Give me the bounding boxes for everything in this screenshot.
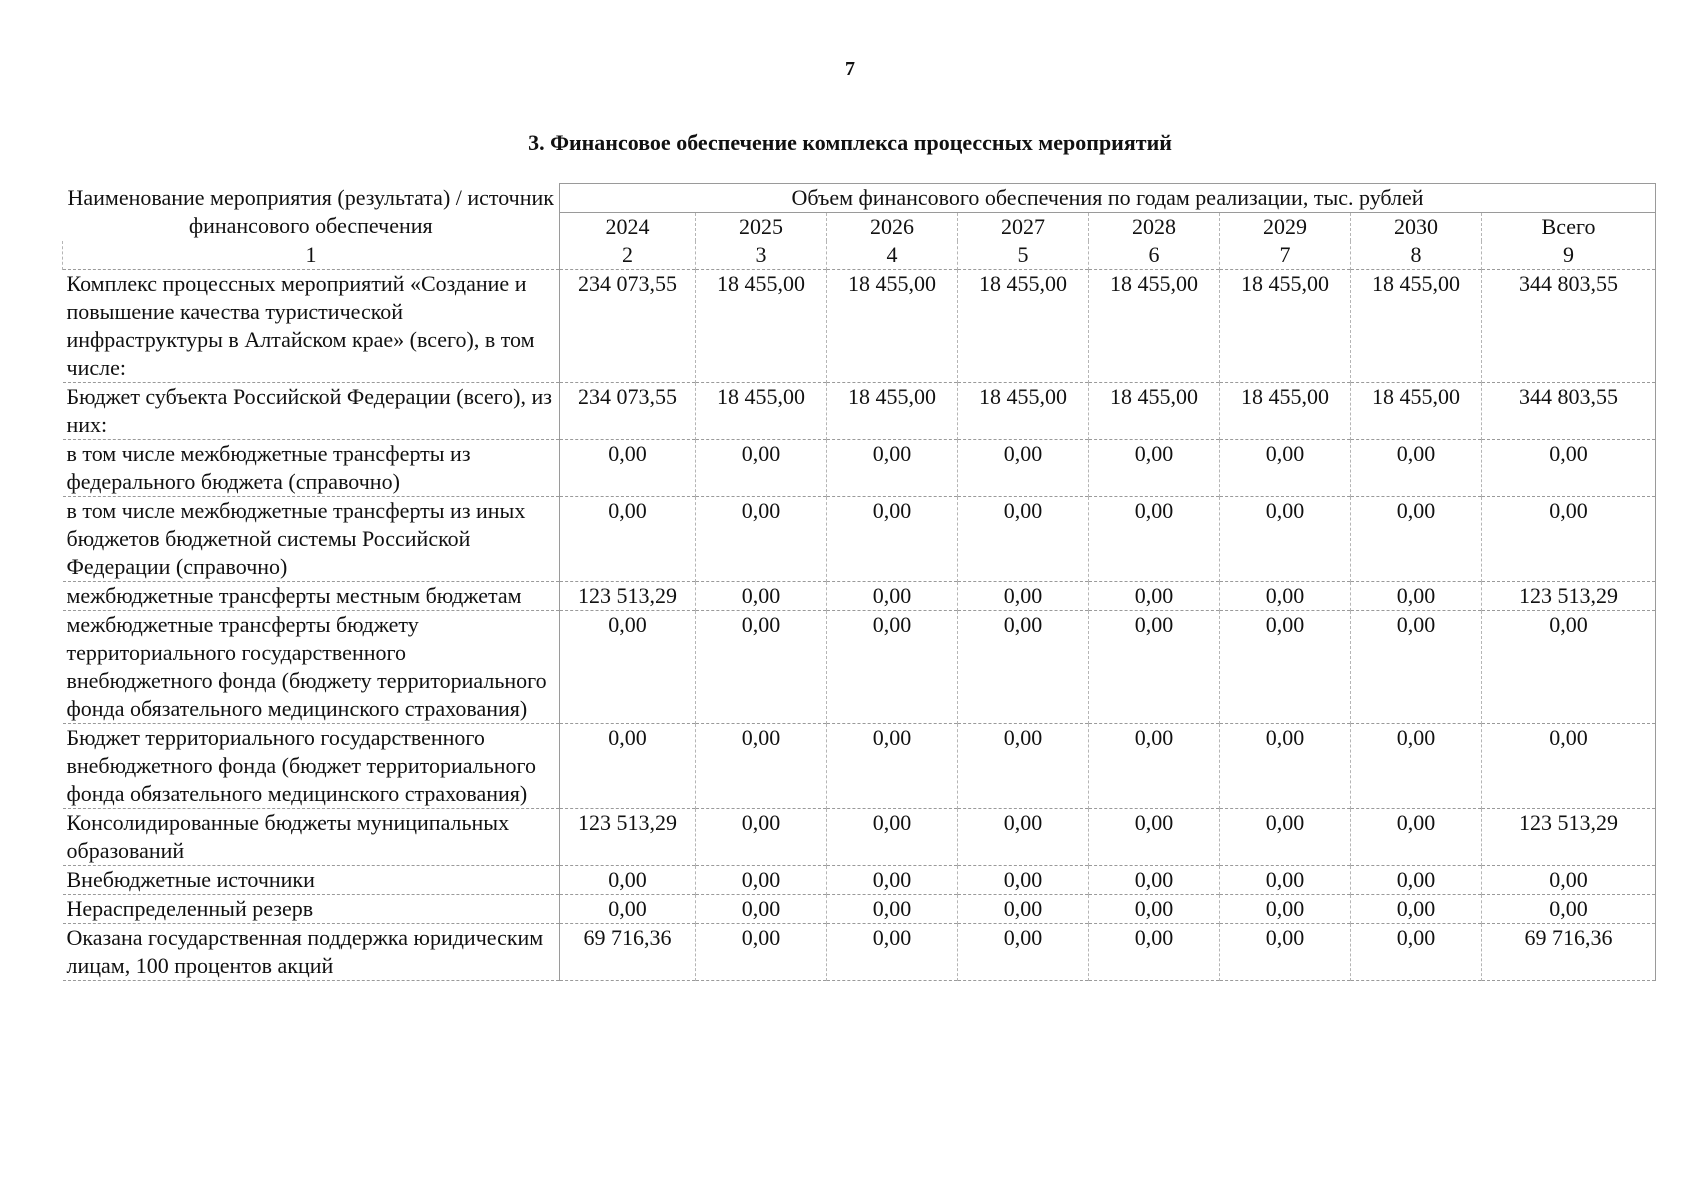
cell-value: 0,00 — [1089, 611, 1220, 724]
cell-value: 0,00 — [696, 809, 827, 866]
cell-value: 234 073,55 — [560, 383, 696, 440]
table-body — [63, 270, 1656, 981]
column-number: 9 — [1482, 241, 1656, 270]
row-name: в том числе межбюджетные трансферты из федерального бюджета (справочно) — [63, 440, 560, 497]
cell-value: 123 513,29 — [560, 582, 696, 611]
row-name: Бюджет субъекта Российской Федерации (всего), из них: — [63, 383, 560, 440]
page-number: 7 — [845, 58, 855, 80]
section-title: 3. Финансовое обеспечение комплекса процессных мероприятий — [528, 130, 1172, 155]
cell-value: 0,00 — [827, 497, 958, 582]
total-header: Всего — [1482, 213, 1656, 242]
cell-total: 69 716,36 — [1482, 924, 1656, 981]
cell-value: 0,00 — [827, 866, 958, 895]
cell-value: 123 513,29 — [560, 809, 696, 866]
cell-value: 0,00 — [696, 895, 827, 924]
table-row — [63, 866, 1656, 895]
table-header-row — [63, 184, 1656, 213]
cell-value: 0,00 — [560, 497, 696, 582]
cell-value: 0,00 — [1089, 895, 1220, 924]
table-row — [63, 497, 1656, 582]
cell-value: 0,00 — [1089, 809, 1220, 866]
cell-value: 0,00 — [1351, 724, 1482, 809]
cell-value: 0,00 — [560, 895, 696, 924]
year-header: 2030 — [1351, 213, 1482, 242]
cell-value: 0,00 — [1089, 440, 1220, 497]
cell-value: 0,00 — [1220, 895, 1351, 924]
year-header: 2026 — [827, 213, 958, 242]
cell-total: 0,00 — [1482, 497, 1656, 582]
cell-value: 0,00 — [958, 895, 1089, 924]
cell-value: 69 716,36 — [560, 924, 696, 981]
cell-value: 18 455,00 — [827, 270, 958, 383]
row-name: Консолидированные бюджеты муниципальных образований — [63, 809, 560, 866]
cell-total: 123 513,29 — [1482, 582, 1656, 611]
cell-value: 0,00 — [1351, 866, 1482, 895]
row-name: Комплекс процессных мероприятий «Создание и повышение качества туристической инфраструктуры в Алтайском крае» (всего), в том числе: — [63, 270, 560, 383]
cell-value: 18 455,00 — [1220, 270, 1351, 383]
cell-value: 0,00 — [958, 440, 1089, 497]
column-number: 7 — [1220, 241, 1351, 270]
cell-value: 18 455,00 — [696, 383, 827, 440]
cell-value: 0,00 — [560, 724, 696, 809]
row-name: Оказана государственная поддержка юридическим лицам, 100 процентов акций — [63, 924, 560, 981]
cell-value: 0,00 — [958, 724, 1089, 809]
cell-value: 0,00 — [1220, 724, 1351, 809]
cell-value: 0,00 — [560, 611, 696, 724]
cell-value: 0,00 — [696, 611, 827, 724]
table-row — [63, 582, 1656, 611]
cell-value: 0,00 — [696, 924, 827, 981]
cell-value: 0,00 — [1351, 582, 1482, 611]
cell-total: 0,00 — [1482, 866, 1656, 895]
row-name: в том числе межбюджетные трансферты из иных бюджетов бюджетной системы Российской Федерации (справочно) — [63, 497, 560, 582]
cell-value: 0,00 — [1351, 497, 1482, 582]
row-name: Внебюджетные источники — [63, 866, 560, 895]
cell-value: 0,00 — [1220, 440, 1351, 497]
table-row — [63, 270, 1656, 383]
cell-total: 344 803,55 — [1482, 383, 1656, 440]
year-header: 2024 — [560, 213, 696, 242]
name-column-header: Наименование мероприятия (результата) / источник финансового обеспечения — [63, 184, 560, 242]
volume-column-header: Объем финансового обеспечения по годам реализации, тыс. рублей — [560, 184, 1656, 213]
cell-value: 0,00 — [827, 611, 958, 724]
column-number: 8 — [1351, 241, 1482, 270]
cell-value: 0,00 — [696, 497, 827, 582]
cell-value: 0,00 — [1089, 724, 1220, 809]
cell-value: 0,00 — [1351, 809, 1482, 866]
cell-value: 0,00 — [827, 895, 958, 924]
row-name: межбюджетные трансферты бюджету территориального государственного внебюджетного фонда (бюджету территориального фонда обязательного медицинского страхования) — [63, 611, 560, 724]
cell-value: 0,00 — [560, 440, 696, 497]
cell-total: 0,00 — [1482, 895, 1656, 924]
row-name: межбюджетные трансферты местным бюджетам — [63, 582, 560, 611]
cell-value: 18 455,00 — [1351, 270, 1482, 383]
cell-total: 123 513,29 — [1482, 809, 1656, 866]
table-row — [63, 440, 1656, 497]
cell-value: 234 073,55 — [560, 270, 696, 383]
finance-table — [62, 183, 1656, 981]
cell-value: 0,00 — [1220, 611, 1351, 724]
year-header: 2025 — [696, 213, 827, 242]
cell-value: 0,00 — [958, 611, 1089, 724]
table-row — [63, 383, 1656, 440]
cell-value: 0,00 — [958, 924, 1089, 981]
cell-value: 0,00 — [1351, 924, 1482, 981]
cell-value: 0,00 — [1220, 924, 1351, 981]
cell-value: 0,00 — [1089, 924, 1220, 981]
cell-value: 0,00 — [1220, 809, 1351, 866]
cell-value: 18 455,00 — [1220, 383, 1351, 440]
cell-value: 0,00 — [958, 809, 1089, 866]
cell-value: 0,00 — [1089, 582, 1220, 611]
cell-value: 0,00 — [1220, 582, 1351, 611]
cell-value: 0,00 — [1089, 497, 1220, 582]
cell-value: 18 455,00 — [1351, 383, 1482, 440]
cell-value: 0,00 — [958, 582, 1089, 611]
cell-value: 0,00 — [1089, 866, 1220, 895]
cell-value: 0,00 — [1351, 440, 1482, 497]
year-header: 2028 — [1089, 213, 1220, 242]
column-number: 3 — [696, 241, 827, 270]
cell-value: 0,00 — [958, 866, 1089, 895]
column-number: 1 — [63, 241, 560, 270]
column-number: 5 — [958, 241, 1089, 270]
cell-value: 0,00 — [696, 582, 827, 611]
table-row — [63, 611, 1656, 724]
table-row — [63, 895, 1656, 924]
row-name: Нераспределенный резерв — [63, 895, 560, 924]
cell-value: 18 455,00 — [958, 383, 1089, 440]
cell-value: 18 455,00 — [696, 270, 827, 383]
cell-value: 0,00 — [827, 440, 958, 497]
cell-value: 0,00 — [827, 724, 958, 809]
cell-value: 0,00 — [696, 724, 827, 809]
table-row — [63, 724, 1656, 809]
cell-value: 0,00 — [827, 809, 958, 866]
cell-total: 0,00 — [1482, 724, 1656, 809]
column-number: 4 — [827, 241, 958, 270]
cell-value: 18 455,00 — [1089, 383, 1220, 440]
cell-value: 0,00 — [958, 497, 1089, 582]
column-number: 2 — [560, 241, 696, 270]
cell-value: 0,00 — [560, 866, 696, 895]
cell-total: 0,00 — [1482, 611, 1656, 724]
column-numbers-row — [63, 241, 1656, 270]
cell-value: 18 455,00 — [827, 383, 958, 440]
table-row — [63, 809, 1656, 866]
cell-value: 0,00 — [1351, 895, 1482, 924]
cell-value: 0,00 — [696, 866, 827, 895]
column-number: 6 — [1089, 241, 1220, 270]
cell-value: 0,00 — [1220, 497, 1351, 582]
cell-value: 18 455,00 — [958, 270, 1089, 383]
row-name: Бюджет территориального государственного внебюджетного фонда (бюджет территориального фонда обязательного медицинского страхования) — [63, 724, 560, 809]
year-header: 2027 — [958, 213, 1089, 242]
cell-total: 0,00 — [1482, 440, 1656, 497]
cell-value: 0,00 — [696, 440, 827, 497]
cell-value: 0,00 — [827, 924, 958, 981]
cell-value: 0,00 — [827, 582, 958, 611]
cell-value: 18 455,00 — [1089, 270, 1220, 383]
cell-total: 344 803,55 — [1482, 270, 1656, 383]
cell-value: 0,00 — [1351, 611, 1482, 724]
year-header: 2029 — [1220, 213, 1351, 242]
table-row — [63, 924, 1656, 981]
cell-value: 0,00 — [1220, 866, 1351, 895]
